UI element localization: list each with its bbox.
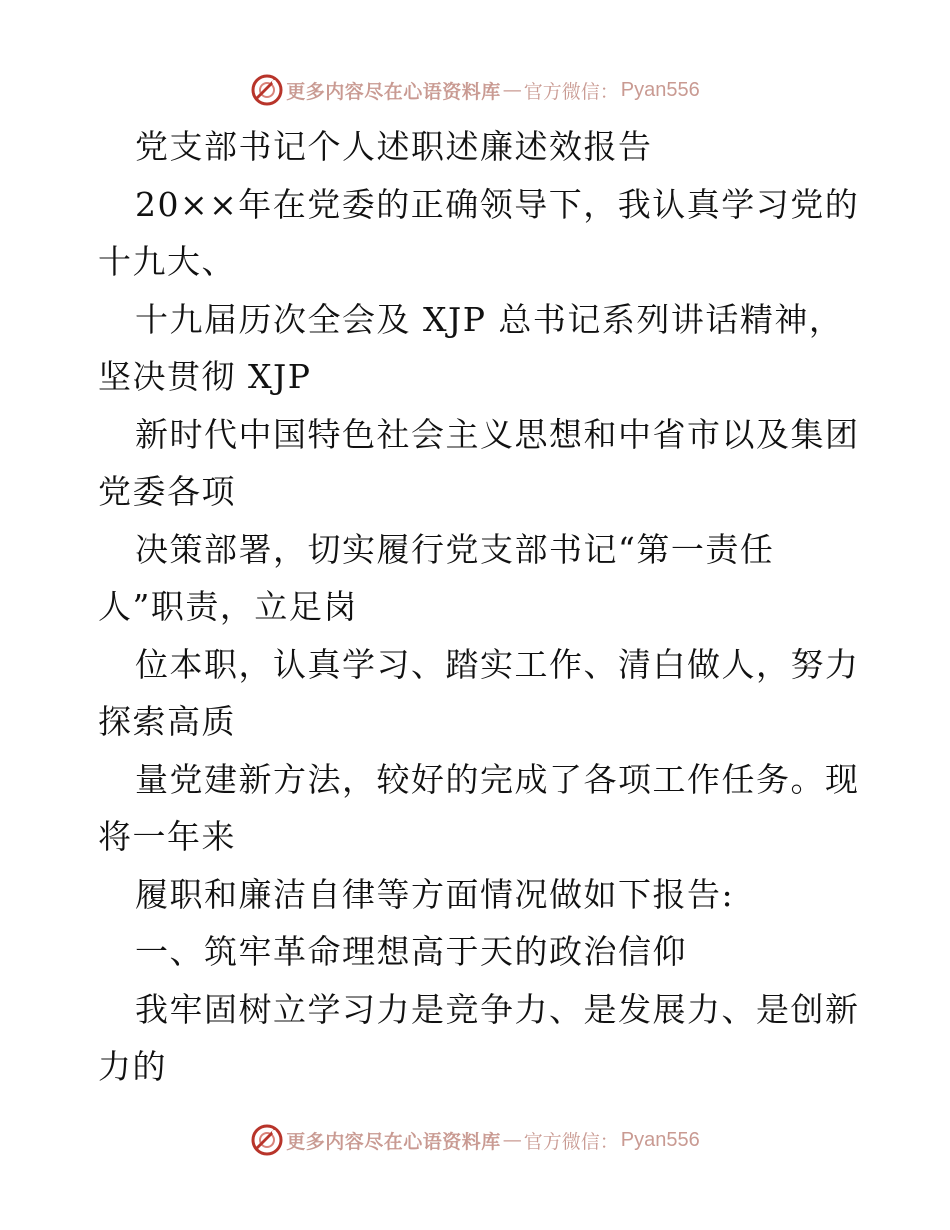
header-banner — [0, 68, 950, 112]
section-heading: 一、筑牢革命理想高于天的政治信仰 — [135, 932, 687, 971]
banner-brand-text: 更多内容尽在心语资料库 — [286, 80, 501, 103]
banner-wechat-label: 官方微信： — [523, 1130, 619, 1153]
paragraph: 位本职，认真学习、踏实工作、清白做人，努力探索高质 — [98, 644, 860, 741]
brand-logo-icon — [250, 1123, 284, 1157]
brand-logo-icon — [250, 73, 284, 107]
paragraph: 我牢固树立学习力是竞争力、是发展力、是创新力的 — [98, 989, 860, 1086]
paragraph: 新时代中国特色社会主义思想和中省市以及集团党委各项 — [98, 414, 860, 511]
footer-banner — [0, 1118, 950, 1162]
banner-separator: — — [502, 79, 522, 101]
banner-wechat-label: 官方微信： — [523, 80, 619, 103]
paragraph: 量党建新方法，较好的完成了各项工作任务。现将一年来 — [98, 759, 860, 856]
paragraph: 20××年在党委的正确领导下，我认真学习党的十九大、 — [98, 184, 860, 281]
banner-wechat-id: Pyan556 — [620, 78, 700, 101]
banner-brand-text: 更多内容尽在心语资料库 — [286, 1130, 501, 1153]
document-body — [98, 118, 868, 1096]
paragraph: 决策部署，切实履行党支部书记“第一责任 人”职责，立足岗 — [98, 529, 809, 626]
document-title: 党支部书记个人述职述廉述效报告 — [135, 127, 653, 166]
banner-separator: — — [502, 1129, 522, 1151]
paragraph: 履职和廉洁自律等方面情况做如下报告: — [135, 874, 735, 914]
paragraph: 十九届历次全会及 XJP 总书记系列讲话精神，坚决贯彻 XJP — [98, 299, 844, 396]
banner-wechat-id: Pyan556 — [620, 1128, 700, 1151]
